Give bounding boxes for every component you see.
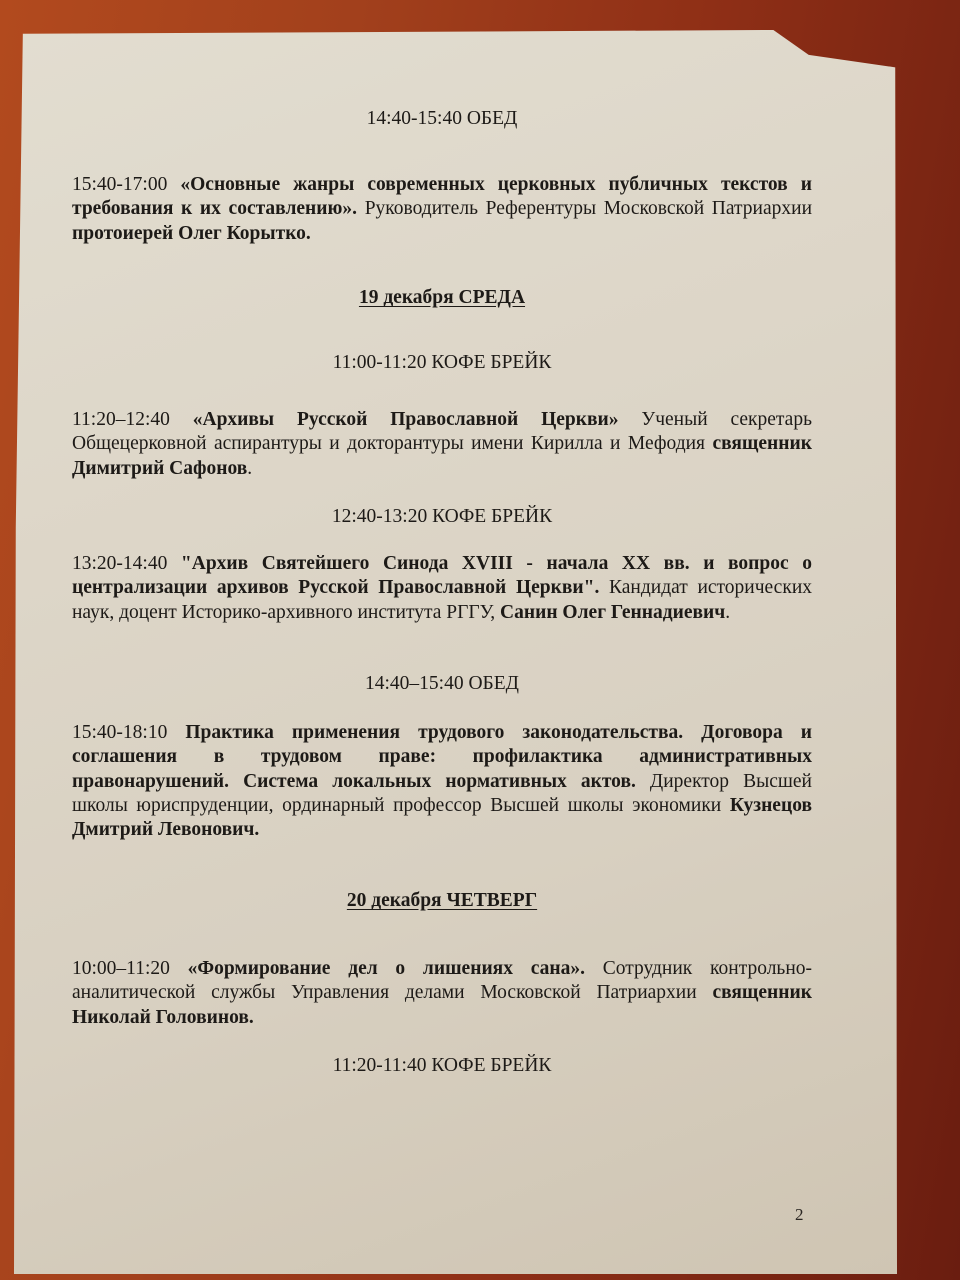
- session-title: "Архив Святейшего Синода XVIII - начала XX вв. и вопрос о централизации архивов Русской Православной Церкви".: [72, 553, 812, 599]
- session-title: «Основные жанры современных церковных публичных текстов и требования к их составлению».: [72, 174, 812, 220]
- session-title: «Формирование дел о лишениях сана».: [187, 958, 585, 979]
- session-speaker-role: Руководитель Референтуры Московской Патриархии: [357, 198, 813, 220]
- session-time: 11:20–12:40: [72, 409, 193, 430]
- lunch-break-2: 14:40–15:40 ОБЕД: [365, 673, 519, 694]
- coffee-break-1: 11:00-11:20 КОФЕ БРЕЙК: [332, 352, 552, 373]
- session-speaker-name: Кузнецов Дмитрий Левонович.: [72, 794, 812, 841]
- session-speaker-name: священник Димитрий Сафонов: [72, 433, 812, 479]
- session-speaker-role: Ученый секретарь Общецерковной аспирантуры и докторантуры имени Кирилла и Мефодия: [72, 409, 812, 455]
- session-title: Практика применения трудового законодательства. Договора и соглашения в трудовом праве: профилактика административных правонарушений. Система локальных нормативных актов.: [72, 722, 812, 792]
- session-speaker-role: Кандидат исторических наук, доцент Историко-архивного института РГГУ,: [72, 577, 812, 623]
- session-punct: .: [725, 601, 731, 623]
- day-heading-thursday: 20 декабря ЧЕТВЕРГ: [346, 890, 538, 911]
- day-heading-wednesday: 19 декабря СРЕДА: [358, 287, 526, 308]
- session-2: [72, 408, 812, 481]
- session-punct: .: [247, 457, 253, 479]
- session-time: 13:20-14:40: [72, 553, 181, 574]
- page-number: 2: [795, 1205, 804, 1224]
- session-1: [72, 173, 812, 246]
- coffee-break-3: 11:20-11:40 КОФЕ БРЕЙК: [332, 1055, 552, 1076]
- session-time: 15:40-17:00: [72, 174, 181, 195]
- session-time: 15:40-18:10: [72, 722, 186, 743]
- session-title: «Архивы Русской Православной Церкви»: [192, 409, 619, 430]
- session-speaker-role: Директор Высшей школы юриспруденции, ординарный профессор Высшей школы экономики: [72, 770, 812, 816]
- session-time: 10:00–11:20: [72, 958, 188, 979]
- session-3: [72, 552, 812, 625]
- session-speaker-name: протоиерей Олег Корытко.: [72, 222, 311, 244]
- session-speaker-name: Санин Олег Геннадиевич: [500, 601, 726, 623]
- session-4: [72, 721, 812, 842]
- session-5: [72, 957, 812, 1030]
- session-speaker-role: Сотрудник контрольно-аналитической службы Управления делами Московской Патриархии: [72, 958, 812, 1004]
- lunch-break-1: 14:40-15:40 ОБЕД: [366, 108, 518, 129]
- coffee-break-2: 12:40-13:20 КОФЕ БРЕЙК: [331, 506, 553, 527]
- session-speaker-name: священник Николай Головинов.: [72, 982, 812, 1028]
